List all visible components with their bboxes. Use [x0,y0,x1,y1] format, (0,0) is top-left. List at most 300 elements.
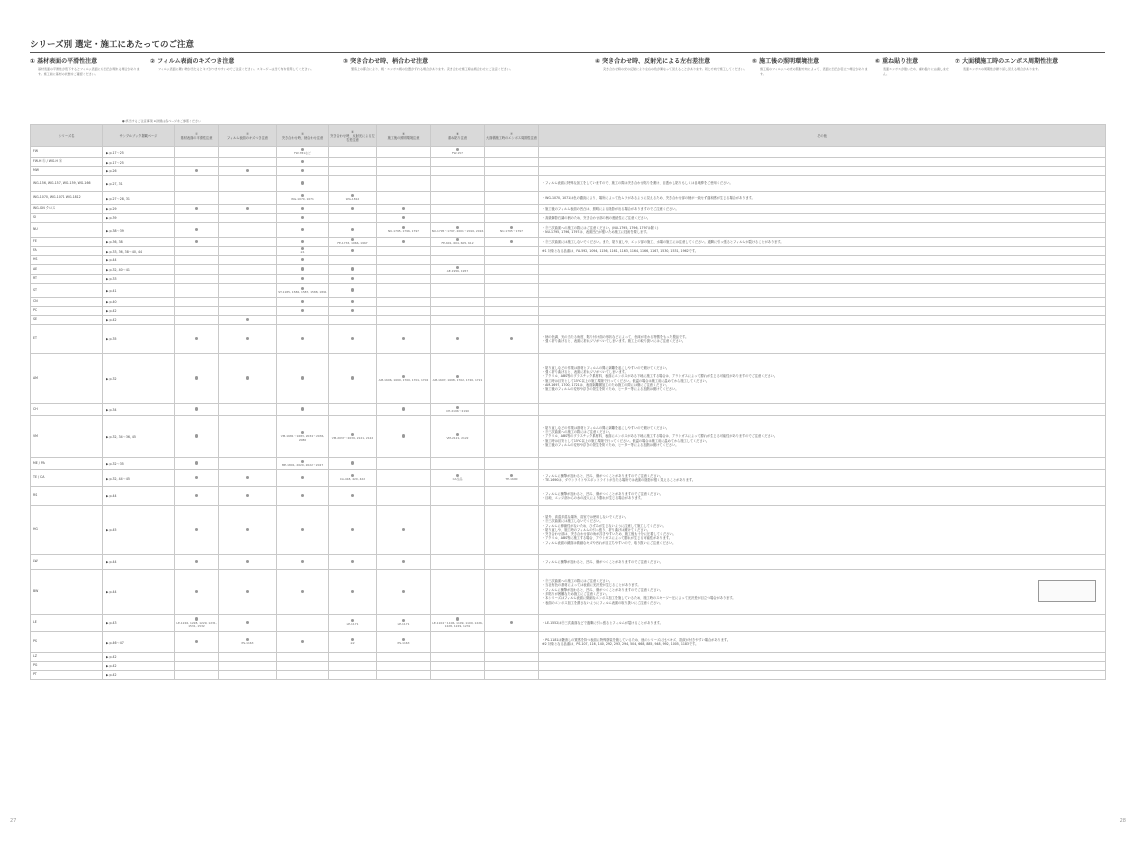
caution-cell-6 [431,275,485,284]
caution-cell-1 [175,247,219,256]
bullet-icon [195,494,198,497]
caution-cell-3 [277,671,329,680]
caution-cell-7 [485,506,539,555]
caution-cell-3 [277,570,329,615]
bullet-icon [301,528,304,531]
page-ref: ▶ p.38〜39 [103,223,175,238]
series-name: SE [31,316,103,325]
caution-cell-1 [175,662,219,671]
other-notes [539,555,1106,570]
header-other: その他 [539,125,1106,147]
caution-cell-3 [277,298,329,307]
other-notes [539,632,1106,653]
caution-cell-7 [485,275,539,284]
caution-cell-5 [377,354,431,404]
page-ref: ▶ p.45 [103,506,175,555]
caution-cell-6 [431,307,485,316]
caution-cell-2 [219,214,277,223]
other-notes [539,214,1106,223]
bullet-icon [301,160,304,163]
series-name: VM [31,416,103,458]
caution-cell-5 [377,275,431,284]
caution-cell-1 [175,223,219,238]
caution-cell-5 [377,506,431,555]
table-row [31,404,1106,416]
other-notes [539,470,1106,487]
bullet-icon [301,258,304,261]
caution-cell-2 [219,205,277,214]
caution-cell-6 [431,167,485,176]
header-num: ③ [301,131,304,136]
page-ref: ▶ p.34 [103,404,175,416]
bullet-icon [301,376,304,379]
bullet-icon [195,376,198,379]
table-row [31,247,1106,256]
caution-cell-7 [485,316,539,325]
caution-cell-1 [175,404,219,416]
series-name: CN [31,298,103,307]
caution-cell-6 [431,325,485,354]
caution-cell-5 [377,192,431,205]
caution-cell-4 [329,671,377,680]
caution-cell-2 [219,176,277,192]
header-col-5 [377,125,431,147]
table-row [31,256,1106,265]
page-ref: ▶ p.44 [103,256,175,265]
caution-cell-7 [485,205,539,214]
series-name: ET [31,325,103,354]
table-row [31,238,1106,247]
caution-cell-5 [377,458,431,470]
caution-cell-2 [219,247,277,256]
bullet-icon [195,207,198,210]
caution-cell-3 [277,632,329,653]
note-5 [752,58,870,76]
series-name: FA [31,247,103,256]
note-title: ⑤ 施工後の照明環境注意 [752,58,820,65]
caution-cell-6 [431,487,485,506]
caution-cell-5 [377,325,431,354]
caution-cell-5 [377,632,431,653]
bullet-icon [402,528,405,531]
page-ref: ▶ p.32 [103,354,175,404]
caution-cell-1 [175,316,219,325]
other-notes [539,307,1106,316]
series-name: BW [31,570,103,615]
caution-cell-5 [377,256,431,265]
caution-cell-3 [277,205,329,214]
other-notes [539,416,1106,458]
caution-cell-1 [175,167,219,176]
caution-note: NU-1795〜1797, 2001〜2010, 2016 [431,229,484,234]
bullet-icon [301,590,304,593]
header-label: 突き合わせ時、柄合わせ注意 [281,135,324,140]
caution-note: LE-1171 [397,622,410,627]
note-body: 製造上の都合により、柄・エンボス柄の位置がずれる場合があります。突き合わせ施工時は柄合わせにご注意ください。 [351,67,513,72]
caution-cell-4 [329,653,377,662]
caution-cell-4 [329,158,377,167]
bullet-icon [351,277,354,280]
caution-cell-2 [219,555,277,570]
caution-cell-2 [219,570,277,615]
bullet-icon [351,228,354,231]
caution-cell-2 [219,615,277,632]
caution-note: LE-1171 [346,622,359,627]
other-notes [539,316,1106,325]
page-ref: ▶ p.41 [103,284,175,298]
caution-note: CH-2196〜2190 [446,408,469,413]
bullet-icon [351,528,354,531]
caution-cell-2 [219,354,277,404]
caution-cell-3 [277,307,329,316]
bullet-icon [246,560,249,563]
caution-cell-2 [219,416,277,458]
caution-cell-1 [175,555,219,570]
caution-cell-3 [277,167,329,176]
note-4 [595,58,750,72]
series-name: SI [31,214,103,223]
caution-cell-3 [277,275,329,284]
caution-cell-7 [485,298,539,307]
caution-cell-4 [329,632,377,653]
note-title: ③ 突き合わせ時、柄合わせ注意 [343,58,429,65]
caution-note: CA-418, 420, 422 [339,477,366,482]
series-name: CH [31,404,103,416]
caution-cell-7 [485,238,539,247]
caution-cell-1 [175,570,219,615]
caution-cell-5 [377,247,431,256]
caution-cell-4 [329,307,377,316]
caution-cell-6 [431,653,485,662]
caution-cell-2 [219,506,277,555]
caution-cell-1 [175,506,219,555]
note-body: 表面エンボスの周期性が繰り返し見える場合があります。 [963,67,1041,72]
caution-cell-4 [329,416,377,458]
header-num: ① [195,131,198,136]
caution-cell-6 [431,147,485,158]
other-notes-text: ・PS-1181は艶消しの質感を持つ表面に特殊塗装を施しているため、他のシリーズに比べキズ、指紋が付きやすい場合があります。 ※2 対象となる品番は、PS-107, 116, 140, 292, 293, 294, 504, 668, 885, 948, 992, 1005, 1183です。 [542,637,731,646]
other-notes-text: ・フィルムに衝撃が加わると、凹み、傷がつくことがありますのでご注意ください。 ・TE-1690は、ダウンライトやスポットライトが当たる場所では表面の陰影が強く見えることがあります。 [542,473,696,482]
caution-cell-2 [219,470,277,487]
series-name: ME / PA [31,458,103,470]
caution-cell-2 [219,265,277,275]
caution-cell-1 [175,458,219,470]
header-col-7 [485,125,539,147]
other-notes [539,167,1106,176]
legend-note: ●:該当するご注意事項 ※詳細は各ページをご参照ください [122,119,202,123]
caution-cell-2 [219,325,277,354]
table-row [31,158,1106,167]
caution-note: LE-1226, 1228, 1229, 1231, 1531, 1532 [176,620,217,629]
table-row [31,458,1106,470]
other-notes [539,176,1106,192]
caution-cell-5 [377,615,431,632]
caution-cell-7 [485,354,539,404]
caution-cell-5 [377,176,431,192]
caution-cell-6 [431,158,485,167]
page-ref: ▶ p.42 [103,307,175,316]
bullet-icon [246,337,249,340]
bullet-icon [510,621,513,624]
bullet-icon [195,461,198,464]
series-name: MW [31,167,103,176]
bullet-icon [402,434,405,437]
caution-cell-2 [219,158,277,167]
caution-cell-2 [219,223,277,238]
caution-cell-3 [277,247,329,256]
other-notes [539,458,1106,470]
caution-cell-2 [219,487,277,506]
caution-cell-4 [329,256,377,265]
other-notes-text: ・柄の色調、光の当たる角度、貼り付け面の形状などによって、色味が変わる特徴をもった製品です。 ・強く折り曲げると、表面に折れジワがついてしまいます。施工上の取り扱いにはご注意ください。 [542,334,689,343]
bullet-icon [195,590,198,593]
caution-cell-4 [329,176,377,192]
other-notes-text: ・⓪三次曲面への施工の際にはご注意ください。 ・当社有色の基材によっては表面に光沢差が生じることがあります。 ・フィルムに衝撃が加わると、凹み、傷がつくことがありますのでご注意ください。 ・多貼りが困難なため施工にご注意ください。 ・本シリーズはフィルム表面に微細なエンボス加工を施しているため、施工時のスキージー圧によって光沢差が目立つ場合があります。 ・表面のエンボス加工を潰さないようにフィルム表面の取り扱いにご注意ください。 [542,579,736,605]
other-notes [539,506,1106,555]
page-ref: ▶ p.32, 34〜36, 45 [103,416,175,458]
caution-cell-3 [277,555,329,570]
page-ref: ▶ p.32, 40〜41 [103,265,175,275]
table-row [31,147,1106,158]
caution-cell-2 [219,404,277,416]
caution-cell-3 [277,416,329,458]
table-row [31,223,1106,238]
caution-cell-6 [431,416,485,458]
bullet-icon [351,337,354,340]
note-3 [343,58,603,72]
caution-cell-5 [377,487,431,506]
caution-cell-5 [377,205,431,214]
caution-cell-7 [485,555,539,570]
series-name: PS [31,632,103,653]
precaution-table [30,124,1106,680]
caution-cell-5 [377,470,431,487]
caution-cell-2 [219,662,277,671]
other-notes [539,205,1106,214]
caution-note: VM-1681〜1683, 2034〜2036, 2080 [280,434,325,442]
table-row [31,298,1106,307]
other-notes-text: ・屋外、高湿多湿な場所、浴室では使用しないでください。 ・⓪三次曲面には施工しないでください。 ・フィルムに伸縮性がないため、ひずみが生じないように注意して施工してください。 ・貼り直しや、施工時のフィルムの引っ張り、折り曲げは避けてください。 ・突き合わせ部は、突き合わせ部の角が浮きやすいため、施工後も十分に圧着してください。 ・アクリル、ABS等に施工する場合、アウトガスによって膨れが生じる可能性があります。 ・フィルム表面の鏡面は微細なキズや汚れが目立ちやすいので、取り扱いにご注意ください。 [542,514,676,545]
caution-cell-7 [485,256,539,265]
caution-cell-6 [431,247,485,256]
caution-note: CA全品 [452,477,463,482]
page-ref: ▶ p.42 [103,662,175,671]
series-name: AM [31,354,103,404]
caution-cell-7 [485,192,539,205]
table-row [31,192,1106,205]
caution-cell-1 [175,325,219,354]
bullet-icon [301,228,304,231]
series-name: PT [31,671,103,680]
caution-cell-4 [329,404,377,416]
table-body [31,147,1106,680]
note-title: ⑥ 重ね貼り注意 [875,58,919,65]
caution-note: ※2 [350,641,355,646]
caution-cell-5 [377,671,431,680]
other-notes [539,325,1106,354]
caution-cell-7 [485,147,539,158]
bullet-icon [195,434,198,437]
series-name: ST [31,284,103,298]
bullet-icon [246,528,249,531]
other-notes-text: ※1 対象となる品番は、FA-592, 1094, 1156, 1161, 1163, 1164, 1166, 1167, 1530, 1531, 1962です。 [542,248,698,253]
caution-note: LE-1104〜1106, 1109, 1109, 1226, 1228, 1229, 1231 [432,620,483,629]
other-notes-text: ・⓪三次曲面には施工しないでください。また、貼り直しや、エッジ部の施工、水場の施工には注意してください。過剰に引っ張るとフィルムが裂けることがあります。 [542,239,784,244]
other-notes-text: ・⓪三次曲面への施工の際にはご注意ください。(NU-1795, 1796, 1797は除く) ・NU-1795, 1796, 1797は、表面凹凸が強いため施工に技術を要します。 [542,225,659,234]
table-row [31,167,1106,176]
caution-note: VM-2037〜2039, 2121, 2122 [331,435,374,440]
page-ref: ▶ p.43 [103,615,175,632]
page-ref: ▶ p.39 [103,214,175,223]
table-row [31,275,1106,284]
bullet-icon [351,376,354,379]
other-notes [539,284,1106,298]
series-name: HS [31,256,103,265]
bullet-icon [195,337,198,340]
other-notes [539,238,1106,247]
table-row [31,487,1106,506]
other-notes [539,354,1106,404]
other-notes-text: ・フィルムに衝撃が加わると、凹み、傷がつくことがありますのでご注意ください。 ・目地、エッジ部からの水の浸入により膨れが生じる場合があります。 [542,491,663,500]
table-row [31,416,1106,458]
page-ref: ▶ p.42 [103,671,175,680]
page-ref: ▶ p.33, 36, 38〜40, 44 [103,247,175,256]
caution-note: NU-1795, 1796, 1797 [387,229,420,234]
caution-cell-7 [485,416,539,458]
caution-cell-3 [277,506,329,555]
caution-cell-2 [219,632,277,653]
caution-cell-3 [277,176,329,192]
note-7 [955,58,1105,72]
caution-cell-7 [485,176,539,192]
table-header-row [31,125,1106,147]
caution-cell-7 [485,325,539,354]
caution-cell-4 [329,247,377,256]
caution-cell-7 [485,653,539,662]
note-title: ② フィルム表面のキズつき注意 [150,58,235,65]
series-name: LW [31,555,103,570]
caution-cell-4 [329,275,377,284]
bullet-icon [402,337,405,340]
bullet-icon [195,640,198,643]
caution-cell-2 [219,653,277,662]
caution-cell-1 [175,205,219,214]
caution-cell-6 [431,632,485,653]
table-row [31,470,1106,487]
table-row [31,354,1106,404]
other-notes-text: ・貼り直しなどの作業は基材とフィルムの間に剥離を起こしやすいので避けてください。 ・強く折り曲げると、表面に折れジワがついてしまいます。 ・アクリル、ABS等のプラスチック系材料、表面にエンボスがある下地に施工する場合は、アウトガスによって膨れが生じる可能性がありますのでご注意ください。 ・施工時は目安として15℃以上の施工環境で行ってください。低温の場合は施工前に温めてから施工してください。 ・AM-1697, 1700, 1721は、表面剥離層加工のため施工の際には傷にご注意ください。 ・施工後のフィルムの変形や浮きの発生を防ぐため、ヒーター等による加熱は避けてください。 [542,365,778,392]
other-notes-text: ・施工後のフィルム表面の凹凸は、照明による陰影が出る場合がありますのでご注意ください。 [542,206,679,211]
bullet-icon [246,318,249,321]
series-name: HG [31,506,103,555]
table-row [31,555,1106,570]
caution-note: ※1 [300,250,305,255]
bullet-icon [402,240,405,243]
other-notes [539,158,1106,167]
caution-cell-7 [485,458,539,470]
caution-cell-4 [329,167,377,176]
other-notes [539,275,1106,284]
caution-cell-5 [377,307,431,316]
other-notes-text: ・貼り直しなどの作業は基材とフィルムの間に剥離を起こしやすいので避けてください。 ・⓪三次曲面への施工の際にはご注意ください。 ・アクリル、ABS等のプラスチック系材料、表面にエンボスがある下地に施工する場合は、アウトガスによって膨れが生じる可能性がありますのでご注意ください。 ・施工時は目安として15℃以上の施工環境で行ってください。低温の場合は施工前に温めてから施工してください。 ・施工後のフィルムの変形や浮きの発生を防ぐため、ヒーター等による加熱は避けてください。 [542,425,778,447]
bullet-icon [301,337,304,340]
note-body: 基材表面の平滑性が低下するとフィルム表面にも凹凸が現れる場合があります。施工前に基材の状態をご確認ください。 [38,67,140,76]
header-num: ⑤ [402,131,405,136]
caution-cell-1 [175,192,219,205]
bullet-icon [351,494,354,497]
caution-cell-7 [485,265,539,275]
caution-note: NU-1795〜1797 [500,229,523,234]
bullet-icon [351,300,354,303]
caution-cell-5 [377,158,431,167]
caution-cell-5 [377,265,431,275]
caution-cell-1 [175,214,219,223]
note-2 [150,58,330,72]
bullet-icon [195,476,198,479]
caution-cell-7 [485,223,539,238]
other-notes-text: ・WG-1070, 1071は色の濃淡により、場所によって色ムラがあるように見えるため、突き合わせ部の柄が一致せず違和感が生じる場合があります。 [542,195,755,200]
caution-cell-4 [329,214,377,223]
bullet-icon [301,300,304,303]
note-title: ① 基材表面の平滑性注意 [30,58,98,65]
caution-cell-7 [485,470,539,487]
caution-note: PS-1163 [241,641,254,646]
page-ref: ▶ p.33 [103,275,175,284]
caution-cell-6 [431,265,485,275]
caution-note: FE-1733, 1966, 1967 [337,241,368,246]
caution-cell-1 [175,615,219,632]
table-row [31,662,1106,671]
caution-cell-1 [175,307,219,316]
caution-cell-5 [377,555,431,570]
bullet-icon [301,181,304,184]
caution-cell-1 [175,147,219,158]
series-name: AE [31,265,103,275]
caution-cell-3 [277,238,329,247]
caution-cell-6 [431,298,485,307]
header-col-4 [329,125,377,147]
note-title: ④ 突き合わせ時、反射光による左右差注意 [595,58,711,65]
note-title: ⑦ 大面積施工時のエンボス周期性注意 [955,58,1059,65]
bullet-icon [301,216,304,219]
bullet-icon [301,476,304,479]
bullet-icon [246,207,249,210]
caution-cell-3 [277,147,329,158]
caution-cell-6 [431,205,485,214]
caution-cell-4 [329,470,377,487]
other-notes [539,671,1106,680]
page-ref: ▶ p.29 [103,205,175,214]
caution-note: AM-1696, 1699, 1700, 1701, 1702 [378,377,429,382]
header-label: 大面積施工時のエンボス周期性注意 [486,135,537,140]
other-notes-text: ・LE-1552は⓪三次曲面などで過剰に引っ張るとフィルムが裂けることがあります。 [542,620,663,625]
caution-cell-2 [219,458,277,470]
series-name: RS [31,487,103,506]
bullet-icon [351,560,354,563]
caution-cell-3 [277,223,329,238]
header-num: ⑥ [456,131,459,136]
caution-cell-2 [219,671,277,680]
caution-cell-4 [329,570,377,615]
bullet-icon [402,560,405,563]
series-name: NU [31,223,103,238]
table-row [31,506,1106,555]
caution-cell-3 [277,256,329,265]
caution-cell-4 [329,487,377,506]
page-ref: ▶ p.36, 38 [103,238,175,247]
caution-note: FW-781など [294,151,311,156]
caution-cell-7 [485,307,539,316]
